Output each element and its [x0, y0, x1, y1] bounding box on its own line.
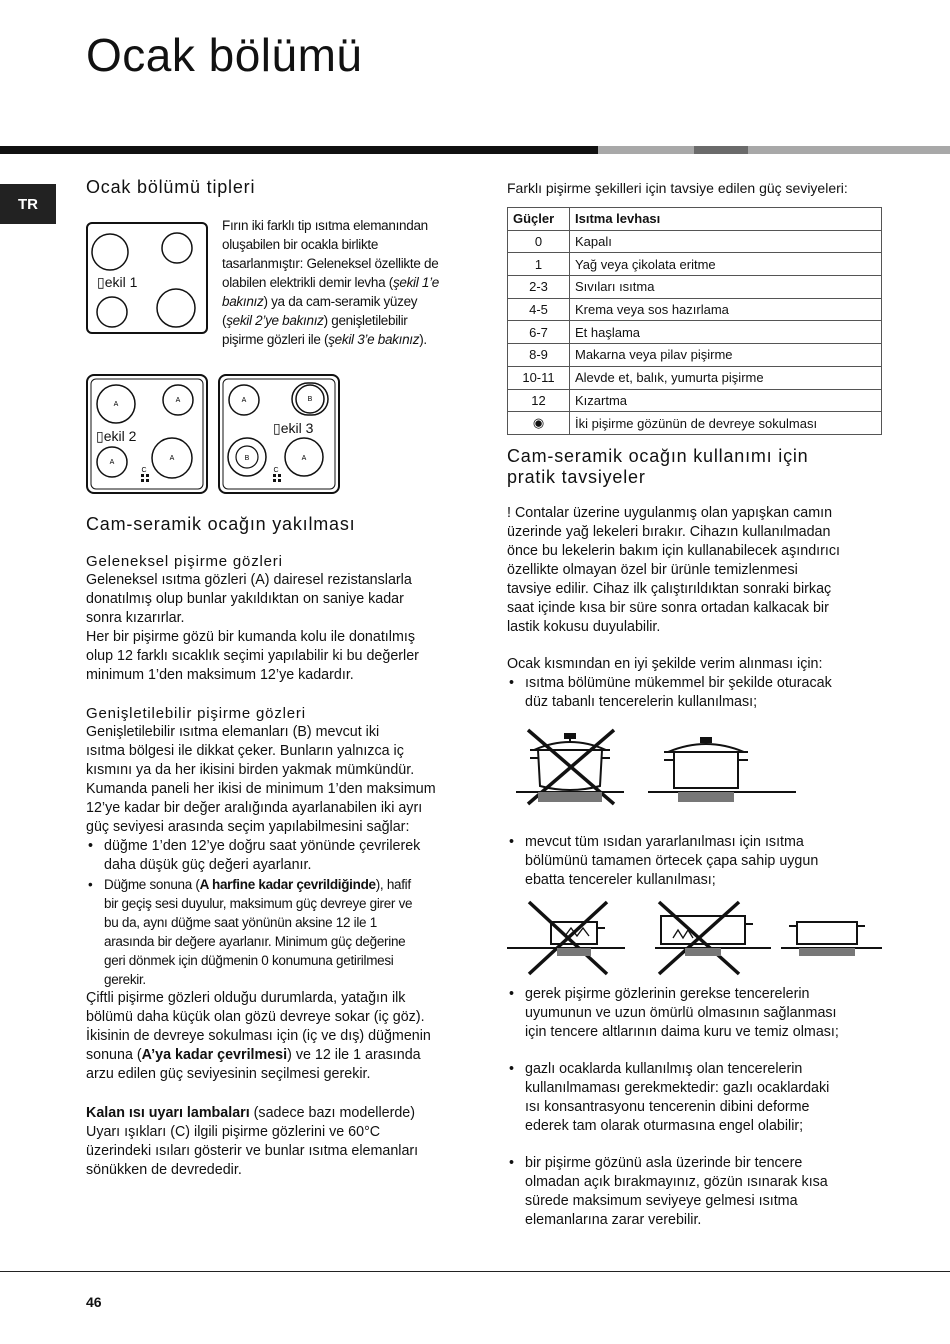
types-heading: Ocak bölümü tipleri: [86, 177, 256, 197]
dual-zone-icon: ◉: [508, 412, 570, 435]
power-table: [507, 207, 882, 435]
trad-heading: Geleneksel pişirme gözleri: [86, 553, 283, 570]
types-text: Fırın iki farklı tip ısıtma elemanından oluşabilen bir ocakla birlikte tasarlanmıştır: Geleneksel özellikte de olabilen elektrikli demir levha (şekil 1’e bakınız) ya da cam-seramik yüzey (şekil 2’ye bakınız) genişletilebilir pişirme gözleri ile (şekil 3’e bakınız).: [222, 218, 440, 347]
list-item: • mevcut tüm ısıdan yararlanılması için ısıtma bölümünü tamamen örtecek çapa sahip uygun ebatta tencereler kullanılması;: [507, 833, 882, 890]
tips-para-1: ! Contalar üzerine uygulanmış olan yapışkan camın üzerinde yağ lekeleri bırakır. Cihazın kullanılmadan önce bu lekelerin bakım için kullanabilecek aşındırıcı özellikte olmayan özel bir ürünle temizlenmesi tavsiye edilir. Cihaz ilk çalıştırıldıktan sonraki birkaç saat içinde kısa bir süre sonra ortadan kalkacak bir lastik kokusu duyulabilir.: [507, 505, 840, 635]
tips-bullet-5: [507, 1154, 882, 1230]
tips-bullet-3: [507, 985, 882, 1042]
header-band-grey-2: [748, 146, 950, 154]
svg-text:A: A: [241, 397, 247, 404]
svg-text:C: C: [141, 467, 147, 474]
page-number: 46: [86, 1294, 102, 1310]
ext-heading: Genişletilebilir pişirme gözleri: [86, 705, 306, 722]
svg-text:A: A: [109, 459, 115, 466]
figure-1-label: ▯ekil 1: [97, 274, 138, 290]
figure-3-label: ▯ekil 3: [273, 420, 314, 436]
tips-intro: Ocak kısmından en iyi şekilde verim alınması için: • ısıtma bölümüne mükemmel bir şekilde oturacak düz tabanlı tencerelerin kullanılması;: [507, 655, 882, 712]
tips-heading: Cam-seramik ocağın kullanımı için pratik tavsiyeler: [507, 446, 809, 487]
flat-pot-illustration: [510, 728, 828, 810]
page-title: Ocak bölümü: [86, 29, 363, 81]
table-row: 0 Kapalı: [508, 230, 882, 253]
pot-size-illustration: [507, 898, 882, 978]
language-tab: TR: [0, 184, 56, 224]
svg-text:A: A: [301, 455, 307, 462]
table-row: 6-7 Et haşlama: [508, 321, 882, 344]
figure-2-label: ▯ekil 2: [96, 428, 137, 444]
svg-text:A: A: [175, 397, 181, 404]
header-band-grey: [598, 146, 694, 154]
svg-text:B: B: [244, 455, 250, 462]
tips-bullet-2: [507, 833, 882, 890]
trad-text: Geleneksel ısıtma gözleri (A) dairesel rezistanslarla donatılmış olup bunlar yakıldıktan on saniye kadar sonra kızarırlar. Her bir pişirme gözü bir kumanda kolu ile donatılmış olup 12 farklı sıcaklık seçimi yapılabilir ki bu değerler minimum 1’den maksimum 12’ye kadardır.: [86, 572, 419, 683]
svg-text:C: C: [273, 467, 279, 474]
table-caption: Farklı pişirme şekilleri için tavsiye edilen güç seviyeleri:: [507, 180, 848, 196]
table-row: 8-9 Makarna veya pilav pişirme: [508, 344, 882, 367]
table-row: 12 Kızartma: [508, 389, 882, 412]
list-item: • gerek pişirme gözlerinin gerekse tencerelerin uyumunun ve uzun ömürlü olmasının sağlanması için tencere altlarının daima kuru ve temiz olması;: [507, 985, 882, 1042]
residual-text: Kalan ısı uyarı lambaları (sadece bazı modellerde) Uyarı ışıkları (C) ilgili pişirme gözlerini ve 60°C üzerindeki ısıları gösterir ve bunlar ısıtma elemanları sönükken de devrededir.: [86, 1105, 419, 1178]
table-row: 4-5 Krema veya sos hazırlama: [508, 298, 882, 321]
list-item: • Düğme sonuna (A harfine kadar çevrildiğinde), hafif bir geçiş sesi duyulur, maksimum güç devreye girer ve bu da, aynı düğme saat yönünün aksine 12 ile 1 arasında bir değere ayarlanır. Minimum güç değerine geri dönmek için düğmenin 0 konumuna getirilmesi gerekir.: [86, 875, 471, 989]
svg-text:B: B: [307, 396, 313, 403]
tips-bullet-4: [507, 1060, 882, 1136]
list-item: • ısıtma bölümüne mükemmel bir şekilde oturacak düz tabanlı tencerelerin kullanılması;: [507, 674, 882, 712]
table-header-row: Güçler Isıtma levhası: [508, 208, 882, 231]
svg-text:A: A: [113, 401, 119, 408]
list-item: • düğme 1’den 12’ye doğru saat yönünde çevrilerek daha düşük güç değeri ayarlanır.: [86, 837, 471, 875]
header-band-dark: [694, 146, 748, 154]
table-row: ◉ İki pişirme gözünün de devreye sokulması: [508, 412, 882, 435]
list-item: • gazlı ocaklarda kullanılmış olan tencerelerin kullanılmaması gerekmektedir: gazlı ocaklardaki ısı konsantrasyonu tencerenin dibini deforme ederek tam olarak oturmasına engel olabilir;: [507, 1060, 882, 1136]
table-row: 1 Yağ veya çikolata eritme: [508, 253, 882, 276]
ext-text: Genişletilebilir ısıtma elemanları (B) mevcut iki ısıtma bölgesi ile dikkat çeker. Bunların yalnızca iç kısmını ya da her ikisini birden yakmak mümkündür. Kumanda paneli her ikisi de minimum 1’den maksimum 12’ye kadar bir değer aralığında ayarlanabilen iki ayrı güç seviyesi arasında seçim yapılabilmesini sağlar: • düğme 1’den 12’ye doğru saat yönünde çevrilerek daha düşük güç değeri ayarlanır. • Düğme sonuna (A harfine kadar çevrildiğinde), hafif bir geçiş sesi duyulur, maksimum güç devreye girer ve bu da, aynı düğme saat yönünün aksine 12 ile 1 arasında bir değere ayarlanır. Minimum güç değerine geri dönmek için düğmenin 0 konumuna getirilmesi gerekir. Çiftli pişirme gözleri olduğu durumlarda, yatağın ilk bölümü daha küçük olan gözü devreye sokar (iç göz). İkisinin de devreye sokulması için (iç ve dış) düğmenin sonuna (A’ya kadar çevrilmesi) ve 12 ile 1 arasında arzu edilen güç seviyesinin seçilmesi gerekir.: [86, 723, 471, 1084]
table-row: 10-11 Alevde et, balık, yumurta pişirme: [508, 366, 882, 389]
table-row: 2-3 Sıvıları ısıtma: [508, 276, 882, 299]
footer-divider: [0, 1271, 950, 1272]
list-item: • bir pişirme gözünü asla üzerinde bir tencere olmadan açık bırakmayınız, gözün ısınarak kısa sürede maksimum seviyeye gelmesi ısıtma elemanlarına zarar verebilir.: [507, 1154, 882, 1230]
svg-text:A: A: [169, 455, 175, 462]
lighting-heading: Cam-seramik ocağın yakılması: [86, 514, 356, 534]
header-band: [0, 146, 598, 154]
